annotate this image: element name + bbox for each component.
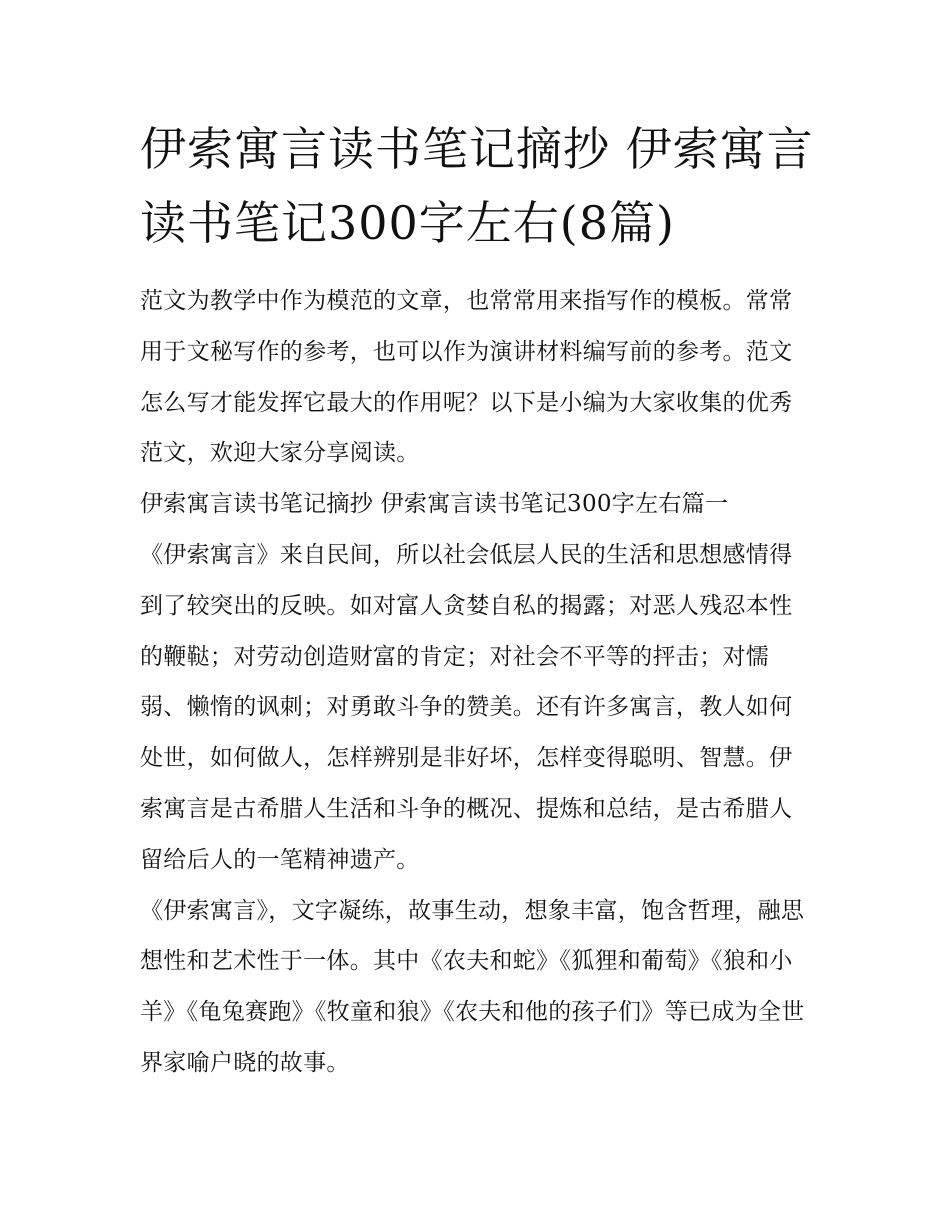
section-heading-1: 伊索寓言读书笔记摘抄 伊索寓言读书笔记300字左右篇一 (140, 491, 729, 518)
document-title: 伊索寓言读书笔记摘抄 伊索寓言读书笔记300字左右(8篇) (140, 122, 814, 250)
paragraph-body-2: 《伊索寓言》，文字凝练，故事生动，想象丰富，饱含哲理，融思想性和艺术性于一体。其中《农夫和蛇》《狐狸和葡萄》《狼和小羊》《龟兔赛跑》《牧童和狼》《农夫和他的孩子们》等已成为全世界家喻户晓的故事。 (140, 897, 805, 1076)
document-content (140, 112, 815, 1089)
paragraph-intro: 范文为教学中作为模范的文章，也常常用来指写作的模板。常常用于文秘写作的参考，也可以作为演讲材料编写前的参考。范文怎么写才能发挥它最大的作用呢？以下是小编为大家收集的优秀范文，欢迎大家分享阅读。 (140, 288, 793, 467)
paragraph-body-1: 《伊索寓言》来自民间，所以社会低层人民的生活和思想感情得到了较突出的反映。如对富人贪婪自私的揭露；对恶人残忍本性的鞭鞑；对劳动创造财富的肯定；对社会不平等的抨击；对懦弱、懒惰的讽刺；对勇敢斗争的赞美。还有许多寓言，教人如何处世，如何做人，怎样辨别是非好坏，怎样变得聪明、智慧。伊索寓言是古希腊人生活和斗争的概况、提炼和总结，是古希腊人留给后人的一笔精神遗产。 (140, 541, 793, 873)
